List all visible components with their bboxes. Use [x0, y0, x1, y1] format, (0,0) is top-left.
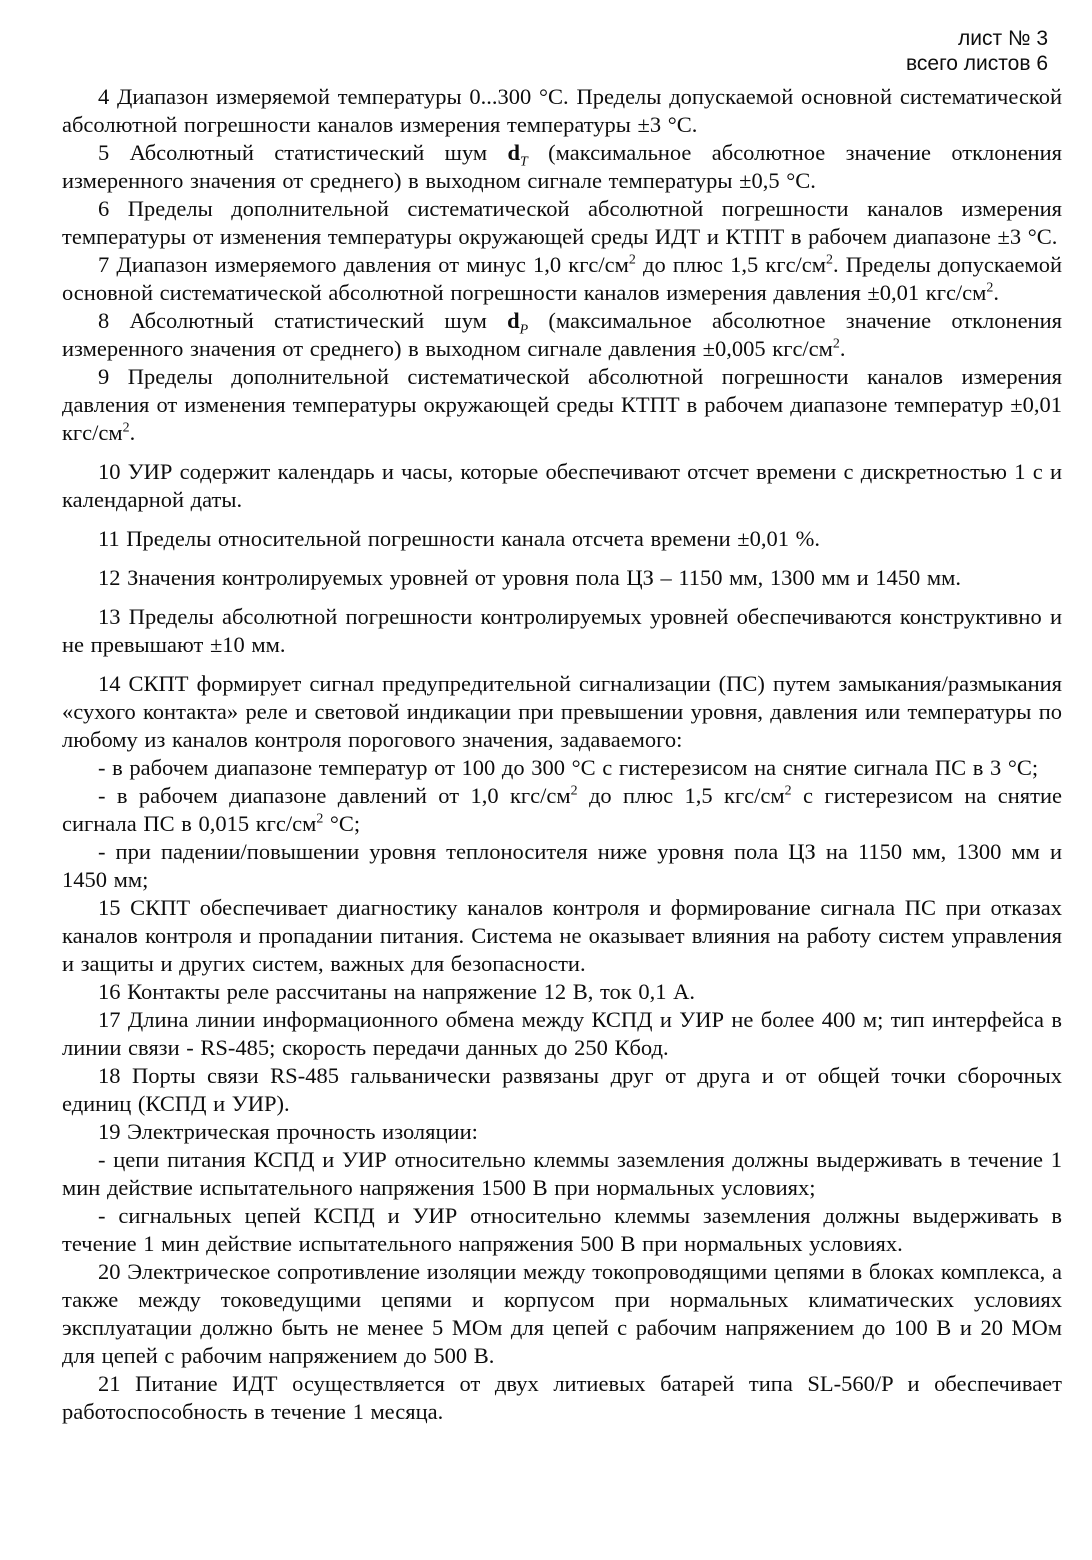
item-10: 10 УИР содержит календарь и часы, которые обеспечивают отсчет времени с дискретностью 1 с и календарной даты.	[62, 459, 1062, 512]
item-19-bullet-1: - цепи питания КСПД и УИР относительно клеммы заземления должны выдерживать в течение 1 мин действие испытательного напряжения 1500 В при нормальных условиях;	[62, 1147, 1062, 1200]
item-9: 9 Пределы дополнительной систематической абсолютной погрешности каналов измерения давления от изменения температуры окружающей среды КТПТ в рабочем диапазоне температур ±0,01 кгс/$см^2$.	[62, 364, 1062, 445]
item-16: 16 Контакты реле рассчитаны на напряжение 12 В, ток 0,1 А.	[98, 979, 695, 1004]
item-14-bullet-2: - в рабочем диапазоне давлений от 1,0 кгс/$см^2$ до плюс 1,5 кгс/$см^2$ с гистерезисом на снятие сигнала ПС в 0,015 кгс/$см^2$ °С;	[62, 783, 1062, 836]
item-15: 15 СКПТ обеспечивает диагностику каналов контроля и формирование сигнала ПС при отказах каналов контроля и пропадании питания. Система не оказывает влияния на работу систем управления и защиты и других систем, важных для безопасности.	[62, 895, 1062, 976]
item-4: 4 Диапазон измеряемой температуры 0...300 °С. Пределы допускаемой основной систематической абсолютной погрешности каналов измерения температуры ±3 °С.	[62, 84, 1062, 137]
page-header	[62, 26, 1062, 76]
item-17: 17 Длина линии информационного обмена между КСПД и УИР не более 400 м; тип интерфейса в линии связи - RS-485; скорость передачи данных до 250 Кбод.	[62, 1007, 1062, 1060]
item-19: 19 Электрическая прочность изоляции:	[98, 1119, 478, 1144]
total-sheets: всего листов 6	[905, 52, 1048, 75]
item-13: 13 Пределы абсолютной погрешности контролируемых уровней обеспечиваются конструктивно и не превышают ±10 мм.	[62, 604, 1062, 657]
item-21: 21 Питание ИДТ осуществляется от двух литиевых батарей типа SL-560/P и обеспечивает работоспособность в течение 1 месяца.	[62, 1371, 1062, 1424]
item-6: 6 Пределы дополнительной систематической абсолютной погрешности каналов измерения температуры от изменения температуры окружающей среды ИДТ и КТПТ в рабочем диапазоне ±3 °С.	[62, 196, 1062, 249]
item-18: 18 Порты связи RS-485 гальванически развязаны друг от друга и от общей точки сборочных единиц (КСПД и УИР).	[62, 1063, 1062, 1116]
item-7: 7 Диапазон измеряемого давления от минус 1,0 кгс/$см^2$ до плюс 1,5 кгс/$см^2$. Пределы допускаемой основной систематической абсолютной погрешности каналов измерения давления ±0,01 кгс/$см^2$.	[62, 252, 1062, 305]
item-14-bullet-1: - в рабочем диапазоне температур от 100 до 300 °С с гистерезисом на снятие сигнала ПС в 3 °С;	[98, 755, 1039, 780]
item-19-bullet-2: - сигнальных цепей КСПД и УИР относительно клеммы заземления должны выдерживать в течение 1 мин действие испытательного напряжения 500 В при нормальных условиях.	[62, 1203, 1062, 1256]
item-8: 8 Абсолютный статистический шум $d_P$ (максимальное абсолютное значение отклонения измеренного значения от среднего) в выходном сигнале давления ±0,005 кгс/$см^2$.	[62, 308, 1062, 361]
item-14: 14 СКПТ формирует сигнал предупредительной сигнализации (ПС) путем замыкания/размыкания «сухого контакта» реле и световой индикации при превышении уровня, давления или температуры по любому из каналов контроля порогового значения, задаваемого:	[62, 671, 1062, 752]
item-20: 20 Электрическое сопротивление изоляции между токопроводящими цепями в блоках комплекса, а также между токоведущими цепями и корпусом при нормальных климатических условиях эксплуатации должно быть не менее 5 МОм для цепей с рабочим напряжением до 100 В и 20 МОм для цепей с рабочим напряжением до 500 В.	[62, 1259, 1062, 1368]
item-5: 5 Абсолютный статистический шум $d_T$ (максимальное абсолютное значение отклонения измеренного значения от среднего) в выходном сигнале температуры ±0,5 °С.	[62, 140, 1062, 193]
document-body	[62, 83, 1062, 1426]
item-12: 12 Значения контролируемых уровней от уровня пола ЦЗ – 1150 мм, 1300 мм и 1450 мм.	[98, 565, 962, 590]
item-14-bullet-3: - при падении/повышении уровня теплоносителя ниже уровня пола ЦЗ на 1150 мм, 1300 мм и 1450 мм;	[62, 839, 1062, 892]
item-11: 11 Пределы относительной погрешности канала отсчета времени ±0,01 %.	[98, 526, 821, 551]
sheet-number: лист № 3	[958, 27, 1048, 50]
